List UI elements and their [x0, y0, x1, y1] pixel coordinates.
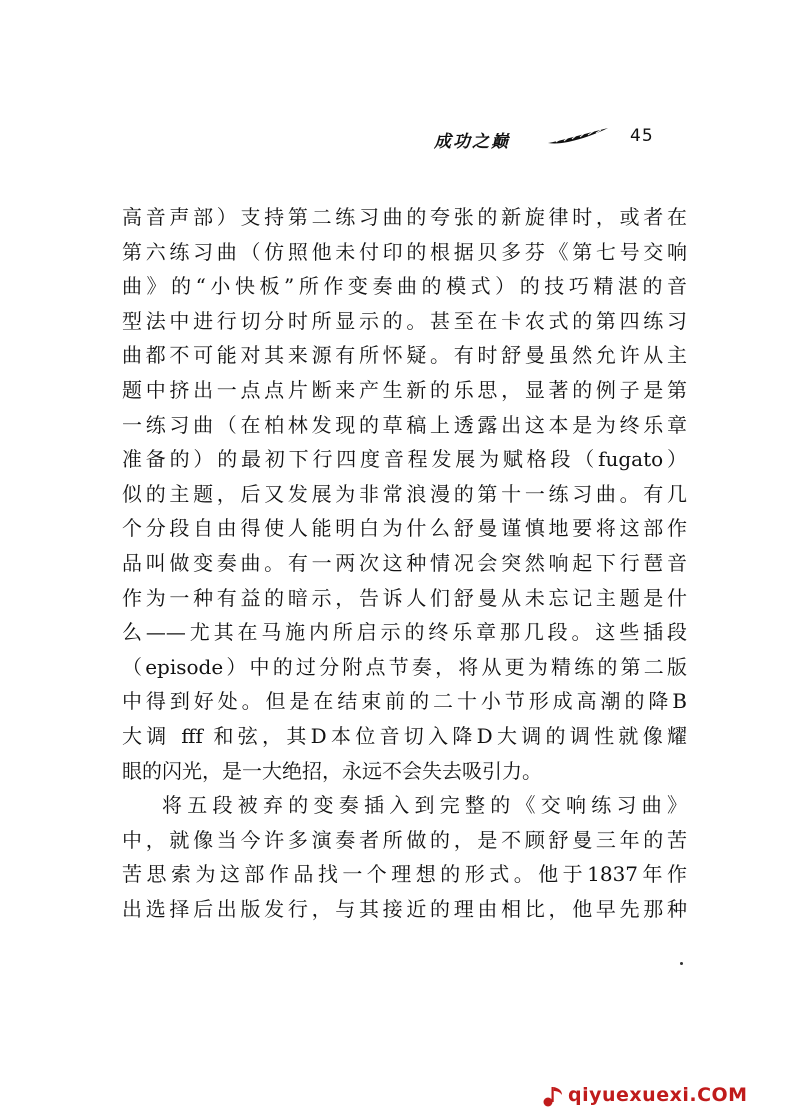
music-note-logo-icon	[540, 1084, 566, 1108]
text-line: 准备的）的最初下行四度音程发展为赋格段（fugato）	[122, 447, 687, 472]
text-line: 作为一种有益的暗示，告诉人们舒曼从未忘记主题是什	[122, 585, 687, 610]
text-line: 眼的闪光，是一大绝招，永远不会失去吸引力。	[122, 758, 542, 783]
site-watermark	[540, 1082, 790, 1112]
paragraph-first-line: 将五段被弃的变奏插入到完整的《交响练习曲》	[162, 793, 687, 818]
watermark-text: qiyuexuexi.COM	[568, 1084, 748, 1106]
text-line: 第六练习曲（仿照他未付印的根据贝多芬《第七号交响	[122, 239, 687, 264]
text-line: 苦思索为这部作品找一个理想的形式。他于1837年作	[122, 862, 687, 887]
text-line: 个分段自由得使人能明白为什么舒曼谨慎地要将这部作	[122, 516, 687, 541]
text-line: 中得到好处。但是在结束前的二十小节形成高潮的降B	[122, 689, 687, 714]
ink-speck	[680, 962, 683, 965]
body-text	[122, 200, 687, 926]
text-line: 似的主题，后又发展为非常浪漫的第十一练习曲。有几	[122, 481, 687, 506]
running-header	[434, 126, 674, 150]
text-line: 曲》的“小快板”所作变奏曲的模式）的技巧精湛的音	[122, 274, 687, 299]
text-line: 题中挤出一点点片断来产生新的乐思，显著的例子是第	[122, 377, 687, 402]
text-line: 中，就像当今许多演奏者所做的，是不顾舒曼三年的苦	[122, 827, 687, 852]
text-line: 曲都不可能对其来源有所怀疑。有时舒曼虽然允许从主	[122, 343, 687, 368]
page-number: 45	[630, 126, 654, 146]
running-title: 成功之巅	[434, 132, 510, 152]
text-line: 高音声部）支持第二练习曲的夸张的新旋律时，或者在	[122, 205, 687, 229]
feather-ornament-icon	[546, 126, 610, 146]
text-line: 么——尤其在马施内所启示的终乐章那几段。这些插段	[122, 620, 687, 645]
text-line: 一练习曲（在柏林发现的草稿上透露出这本是为终乐章	[122, 412, 687, 437]
text-line: 出选择后出版发行，与其接近的理由相比，他早先那种	[122, 896, 687, 921]
text-line: （episode）中的过分附点节奏，将从更为精练的第二版	[122, 654, 687, 679]
text-line: 型法中进行切分时所显示的。甚至在卡农式的第四练习	[122, 308, 687, 333]
text-line: 大调 fff 和弦，其D本位音切入降D大调的调性就像耀	[122, 723, 687, 748]
text-line: 品叫做变奏曲。有一两次这种情况会突然响起下行琶音	[122, 550, 687, 575]
